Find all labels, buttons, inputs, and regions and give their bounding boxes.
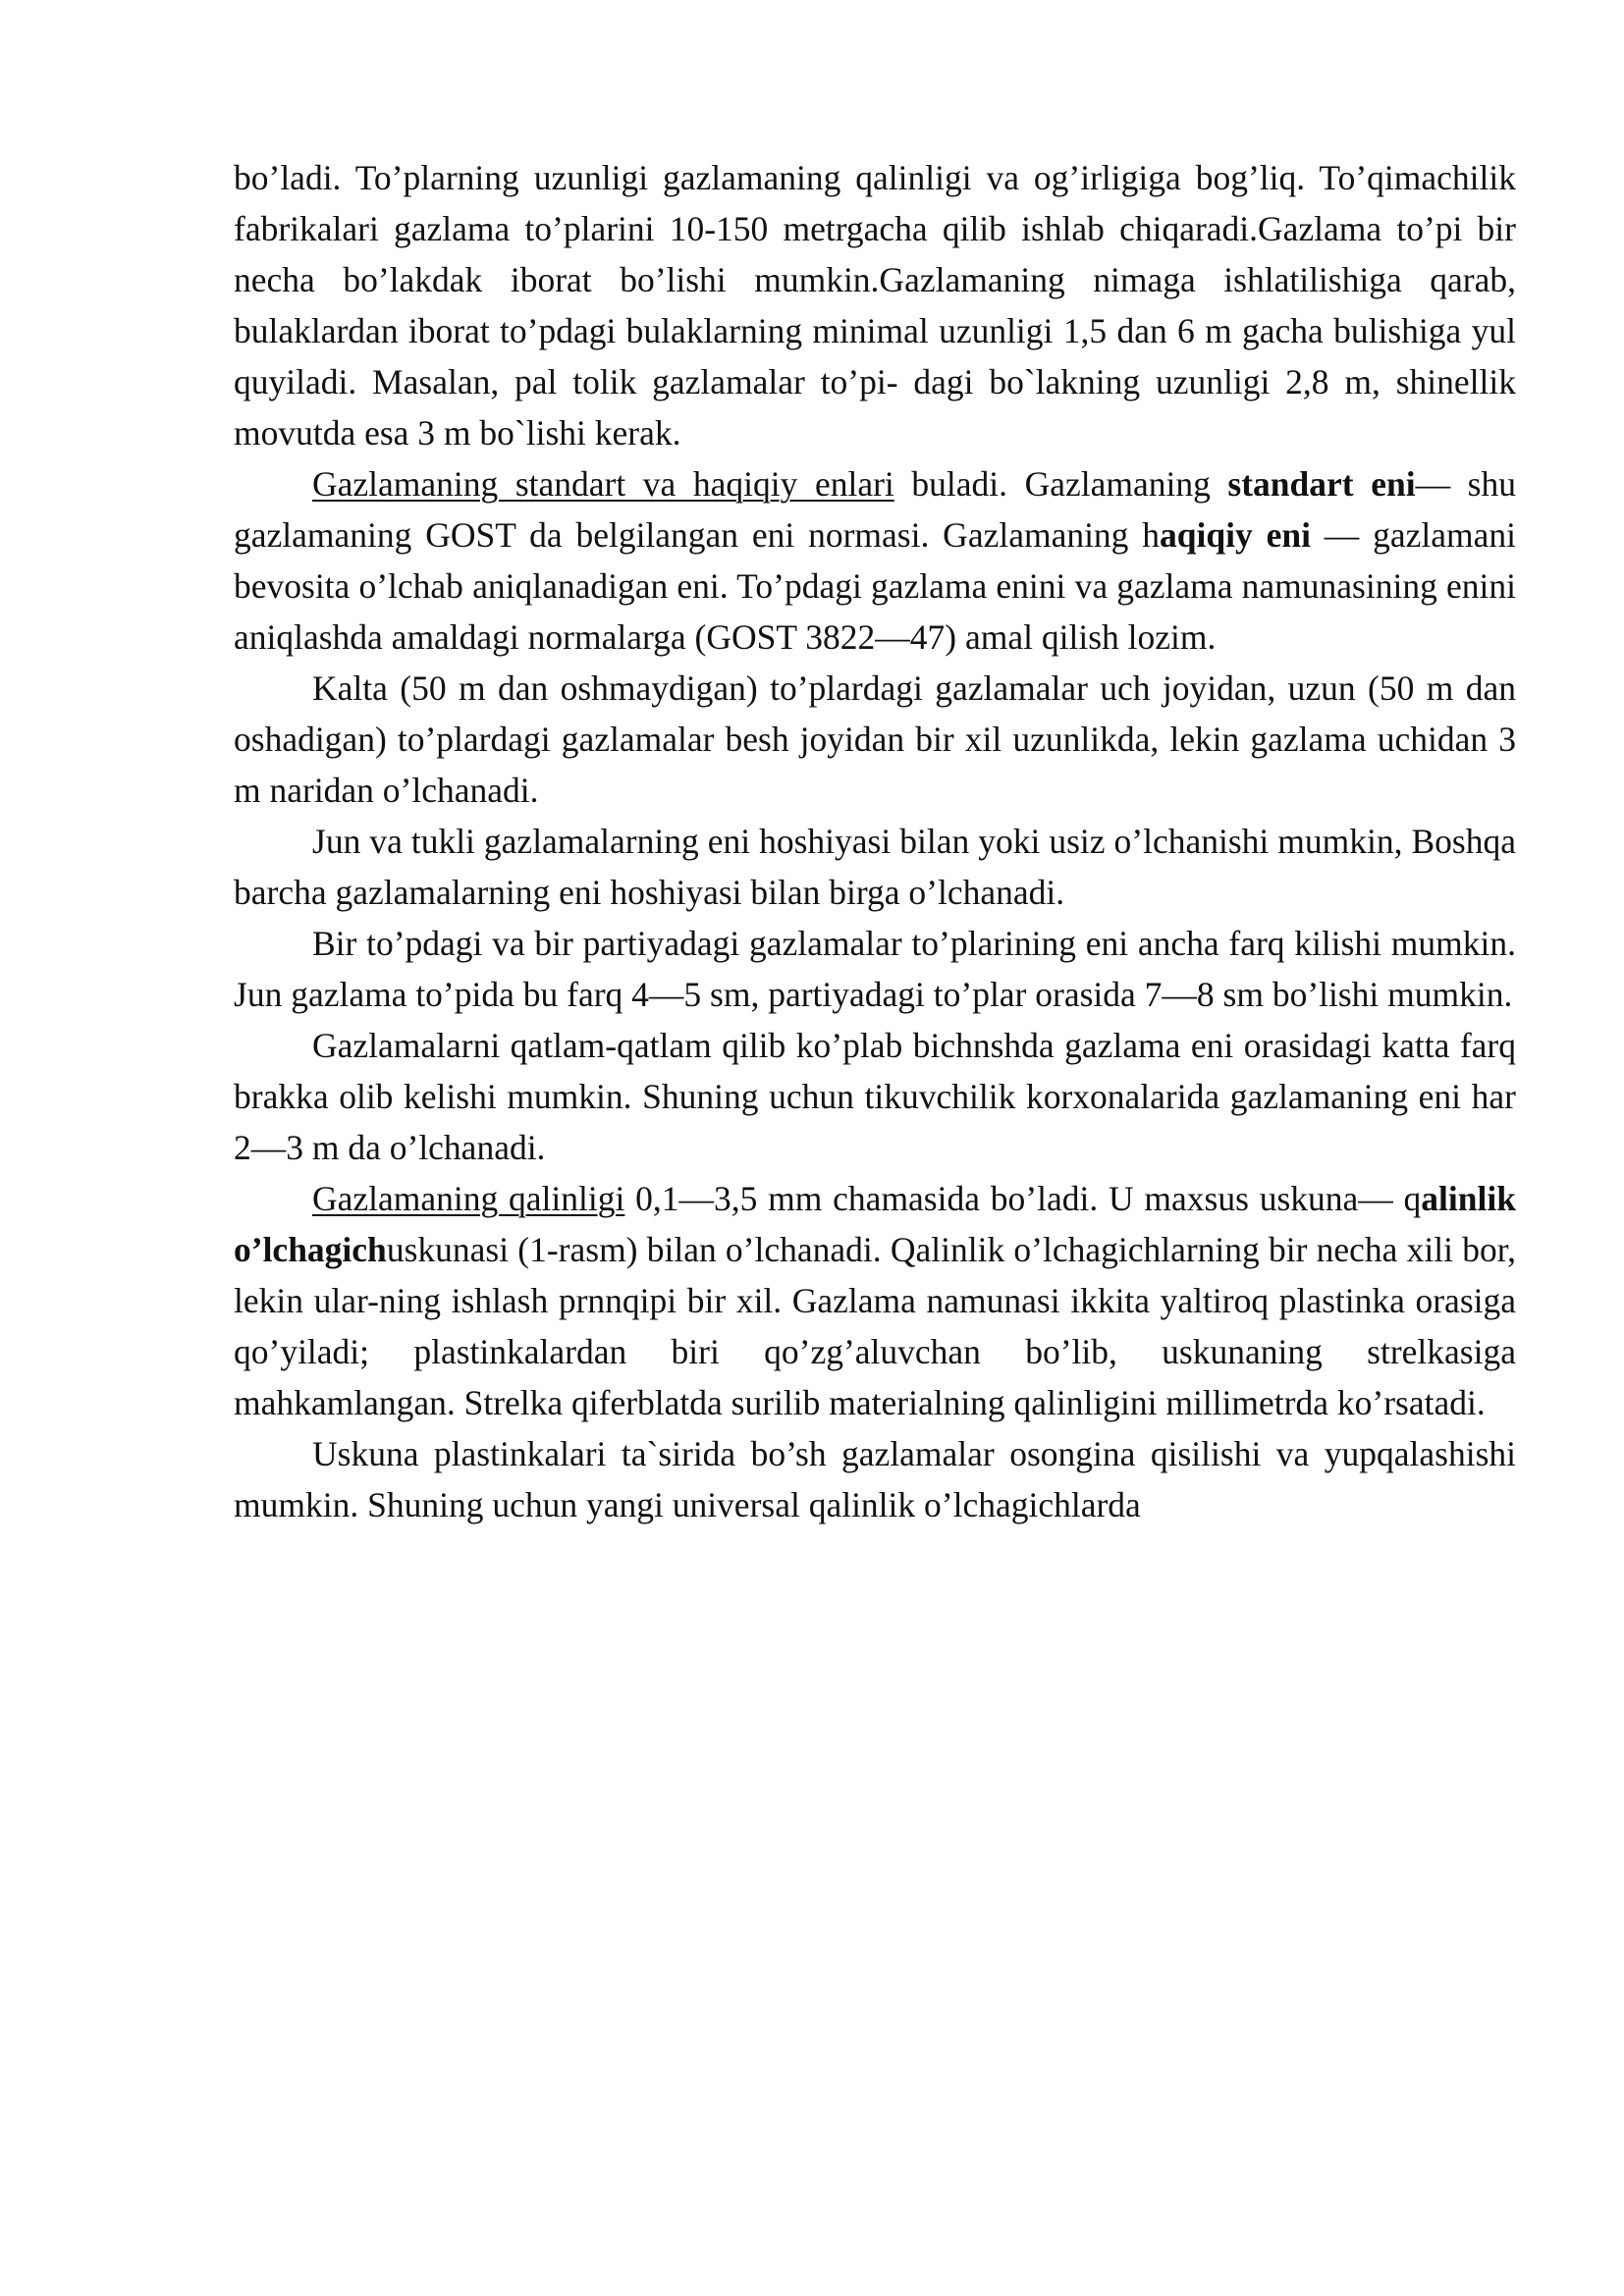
- paragraph-text: buladi. Gazlamaning: [893, 464, 1228, 504]
- underlined-term: Gazlamaning standart va haqiqiy enlari: [312, 464, 894, 504]
- paragraph-text: Bir to’pdagi va bir partiyadagi gazlamalar to’plarining eni ancha farq kilishi mumkin. Jun gazlama to’pida bu farq 4—5 sm, partiyadagi to’plar orasida 7—8 sm bo’lishi mumkin.: [234, 924, 1516, 1014]
- paragraph-8: [234, 1428, 1516, 1530]
- paragraph-text: uskunasi (1-rasm) bilan o’lchanadi. Qalinlik o’lchagichlarning bir necha xili bor, lekin ular-ning ishlash prnnqipi bir xil. Gazlama namunasi ikkita yaltiroq plastinka orasiga qo’yiladi; plastinkalardan biri qo’zg’aluvchan bo’lib, uskunaning strelkasiga mahkamlangan. Strelka qiferblatda surilib materialning qalinligini millimetrda ko’rsatadi.: [234, 1230, 1516, 1422]
- paragraph-1: [234, 152, 1516, 458]
- paragraph-text: Jun va tukli gazlamalarning eni hoshiyasi bilan yoki usiz o’lchanishi mumkin, Boshqa barcha gazlamalarning eni hoshiyasi bilan birga o’lchanadi.: [234, 822, 1516, 912]
- paragraph-5: [234, 918, 1516, 1020]
- paragraph-text: — gazlamani bevosita o’lchab aniqlanadigan eni. To’pdagi gazlama enini va gazlama namunasining enini aniqlashda amaldagi normalarga (GOST 3822—47) amal qilish lozim.: [234, 515, 1516, 657]
- paragraph-text: Kalta (50 m dan oshmaydigan) to’plardagi gazlamalar uch joyidan, uzun (50 m dan oshadigan) to’plardagi gazlamalar besh joyidan bir xil uzunlikda, lekin gazlama uchidan 3 m naridan o’lchanadi.: [234, 668, 1516, 810]
- underlined-term: Gazlamaning qalinligi: [312, 1179, 625, 1218]
- bold-term: aqiqiy eni: [1160, 515, 1311, 555]
- paragraph-text: bo’ladi. To’plarning uzunligi gazlamaning qalinligi va og’irligiga bog’liq. To’qimachilik fabrikalari gazlama to’plarini 10-150 metrgacha qilib ishlab chiqaradi.Gazlama to’pi bir necha bo’lakdak iborat bo’lishi mumkin.Gazlamaning nimaga ishlatilishiga qarab, bulaklardan iborat to’pdagi bulaklarning minimal uzunligi 1,5 dan 6 m gacha bulishiga yul quyiladi. Masalan, pal tolik gazlamalar to’pi- dagi bo`lakning uzunligi 2,8 m, shinellik movutda esa 3 m bo`lishi kerak.: [234, 158, 1516, 453]
- paragraph-text: Uskuna plastinkalari ta`sirida bo’sh gazlamalar osongina qisilishi va yupqalashishi mumkin. Shuning uchun yangi universal qalinlik o’lchagichlarda: [234, 1434, 1516, 1524]
- paragraph-4: [234, 816, 1516, 918]
- paragraph-2: [234, 458, 1516, 663]
- paragraph-6: [234, 1020, 1516, 1173]
- bold-term: alinlik o’lchagich: [234, 1179, 1516, 1269]
- document-page: [234, 152, 1516, 1530]
- paragraph-3: [234, 663, 1516, 816]
- paragraph-text: 0,1—3,5 mm chamasida bo’ladi. U maxsus uskuna— q: [624, 1179, 1422, 1218]
- paragraph-7: [234, 1173, 1516, 1428]
- paragraph-text: — shu gazlamaning GOST da belgilangan eni normasi. Gazlamaning h: [234, 464, 1516, 555]
- bold-term: standart eni: [1227, 464, 1416, 504]
- paragraph-text: Gazlamalarni qatlam-qatlam qilib ko’plab bichnshda gazlama eni orasidagi katta farq brakka olib kelishi mumkin. Shuning uchun tikuvchilik korxonalarida gazlamaning eni har 2—3 m da o’lchanadi.: [234, 1026, 1516, 1167]
